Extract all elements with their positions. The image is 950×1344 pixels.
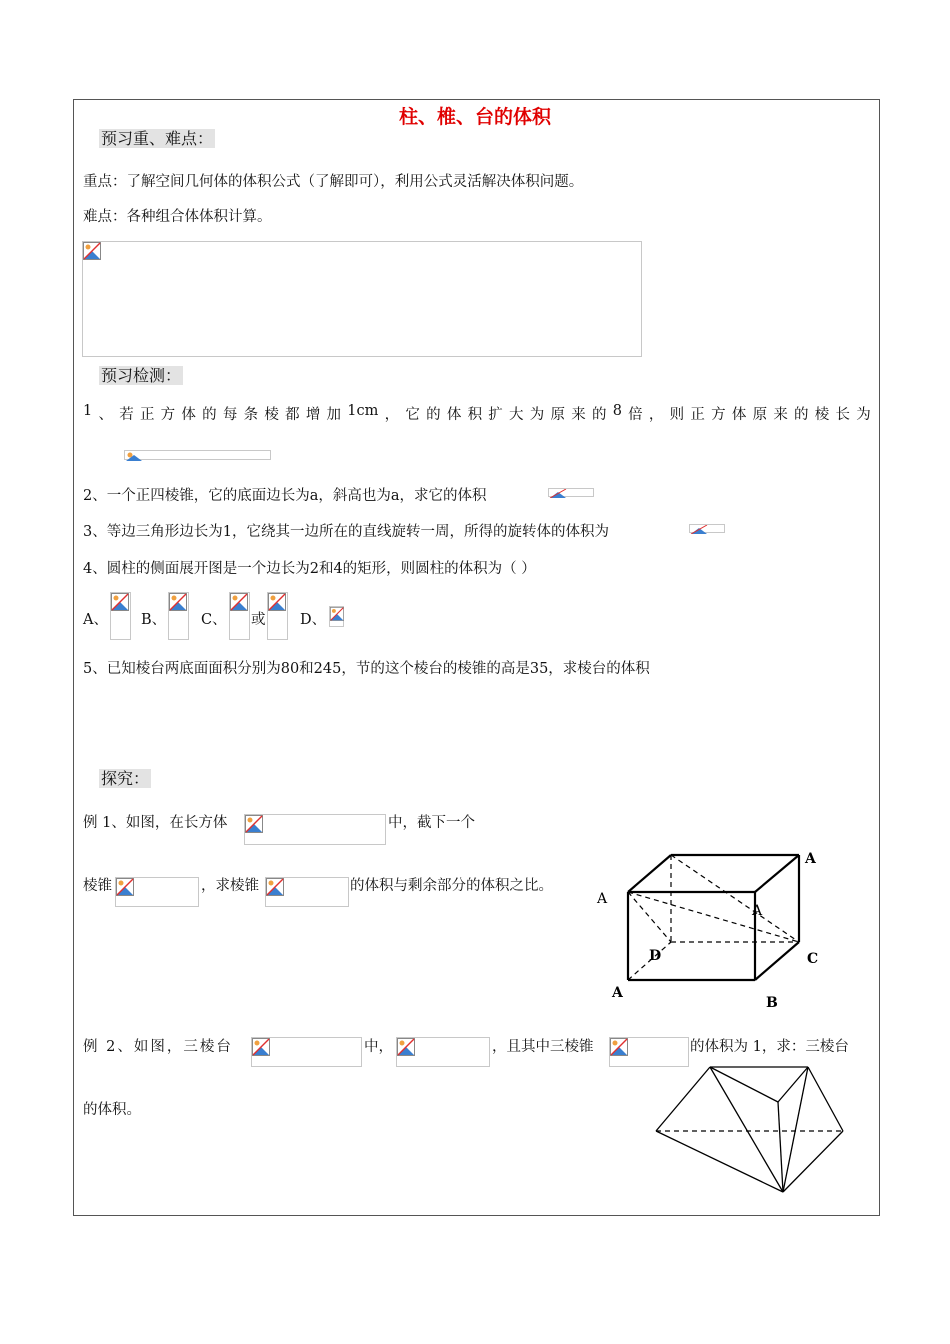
- question-1-char: 1: [83, 403, 93, 419]
- question-1-char: 的: [591, 407, 607, 423]
- question-1-char: 加: [326, 407, 342, 423]
- option-c-image-2: [267, 592, 288, 640]
- question-1-char: 长: [835, 407, 851, 423]
- vertex-label: A: [805, 851, 816, 867]
- formula-image: [244, 814, 386, 845]
- section-label: 探究：: [101, 769, 150, 788]
- broken-image-icon: [549, 489, 567, 498]
- question-1-char: 来: [773, 407, 788, 423]
- formula-image: [396, 1037, 490, 1067]
- question-1-char: 体: [731, 407, 747, 423]
- broken-image-icon: [83, 242, 101, 260]
- example-2-text-a: 例 2、如图，三棱台: [83, 1039, 233, 1055]
- example-1-text-d: ，求棱锥: [201, 878, 259, 894]
- question-1-char: 扩: [488, 407, 503, 423]
- question-1-char: 原: [550, 407, 565, 423]
- broken-image-icon: [252, 1038, 270, 1056]
- question-1-char: 增: [305, 407, 321, 423]
- question-4: 4、圆柱的侧面展开图是一个边长为2和4的矩形，则圆柱的体积为（ ）: [83, 561, 536, 577]
- question-1-char: 若: [119, 407, 134, 423]
- option-or-label: 或: [251, 612, 266, 628]
- section-label: 预习检测：: [101, 366, 182, 385]
- broken-image-icon: [610, 1038, 628, 1056]
- question-1-char: 、: [98, 407, 113, 423]
- broken-image-icon: [111, 593, 129, 611]
- option-b-image: [168, 592, 189, 640]
- option-c-image-1: [229, 592, 250, 640]
- formula-image: [124, 450, 271, 460]
- question-5: 5、已知棱台两底面面积分别为80和245，节的这个棱台的棱锥的高是35，求棱台的体积: [83, 661, 650, 677]
- image-placeholder: [82, 241, 642, 357]
- example-2-text-c: ，且其中三棱锥: [492, 1039, 594, 1055]
- frustum-figure: [650, 1062, 850, 1197]
- question-1-char: 8: [612, 403, 622, 419]
- option-d-image: [329, 606, 344, 627]
- question-1: [83, 403, 871, 424]
- option-b-label: B、: [141, 612, 167, 628]
- formula-image: [265, 877, 349, 907]
- vertex-label: B: [766, 995, 778, 1011]
- example-1-text-b: 中，截下一个: [388, 815, 475, 831]
- example-2-text-b: 中，: [364, 1039, 393, 1055]
- vertex-label: D: [649, 948, 662, 964]
- broken-image-icon: [230, 593, 248, 611]
- question-1-char: 来: [571, 407, 586, 423]
- question-1-char: ，: [384, 407, 400, 423]
- question-1-char: 棱: [814, 407, 830, 423]
- example-2-text-d: 的体积为 1，求：三棱台: [690, 1039, 849, 1055]
- vertex-label: A: [597, 891, 608, 907]
- question-1-char: 条: [243, 407, 259, 423]
- question-1-char: 体: [446, 407, 462, 423]
- question-1-char: 1cm: [347, 403, 379, 419]
- broken-image-icon: [690, 525, 708, 534]
- broken-image-icon: [330, 607, 344, 621]
- question-1-char: 的: [426, 407, 441, 423]
- formula-image: [251, 1037, 362, 1067]
- question-1-char: 为: [529, 407, 545, 423]
- question-1-char: 正: [139, 407, 155, 423]
- broken-image-icon: [268, 593, 286, 611]
- question-3: 3、等边三角形边长为1，它绕其一边所在的直线旋转一周，所得的旋转体的体积为: [83, 524, 609, 540]
- vertex-label: A: [752, 903, 763, 919]
- difficult-point-text: 难点：各种组合体体积计算。: [83, 209, 272, 225]
- broken-image-icon: [397, 1038, 415, 1056]
- question-2: 2、一个正四棱锥，它的底面边长为a，斜高也为a，求它的体积: [83, 488, 487, 504]
- vertex-label: A: [612, 985, 623, 1001]
- page-title: 柱、椎、台的体积: [398, 106, 551, 128]
- question-1-char: 大: [509, 407, 524, 423]
- cuboid-figure: [590, 845, 830, 1015]
- key-point-text: 重点：了解空间几何体的体积公式（了解即可），利用公式灵活解决体积问题。: [83, 174, 584, 190]
- question-1-char: ，: [648, 407, 664, 423]
- formula-image: [115, 877, 199, 907]
- question-1-char: 则: [669, 407, 685, 423]
- question-1-char: 它: [405, 407, 420, 423]
- option-d-label: D、: [300, 612, 327, 628]
- question-1-char: 每: [222, 407, 238, 423]
- example-1-text-e: 的体积与剩余部分的体积之比。: [350, 878, 553, 894]
- question-1-char: 棱: [264, 407, 279, 423]
- broken-image-icon: [169, 593, 187, 611]
- question-1-char: 方: [711, 407, 726, 423]
- question-1-char: 为: [856, 407, 871, 423]
- broken-image-icon: [116, 878, 134, 896]
- formula-image: [548, 488, 594, 497]
- question-1-char: 原: [752, 407, 768, 423]
- option-a-label: A、: [83, 612, 108, 628]
- example-2-text-e: 的体积。: [83, 1102, 141, 1118]
- question-1-char: 都: [285, 407, 300, 423]
- section-preview-key: [83, 126, 215, 149]
- broken-image-icon: [266, 878, 284, 896]
- question-1-char: 的: [202, 407, 217, 423]
- question-1-char: 方: [160, 407, 176, 423]
- vertex-label: C: [807, 951, 819, 967]
- broken-image-icon: [125, 451, 143, 461]
- question-1-char: 正: [690, 407, 705, 423]
- question-1-char: 的: [794, 407, 809, 423]
- section-label: 预习重、难点：: [101, 129, 214, 148]
- section-explore: [83, 766, 151, 789]
- question-1-char: 积: [467, 407, 483, 423]
- option-a-image: [110, 592, 131, 640]
- section-preview-check: [83, 363, 183, 386]
- formula-image: [689, 524, 725, 533]
- broken-image-icon: [245, 815, 263, 833]
- option-c-label: C、: [201, 612, 227, 628]
- example-1-text-a: 例 1、如图，在长方体: [83, 815, 228, 831]
- example-1-text-c: 棱锥: [83, 878, 112, 894]
- question-1-char: 体: [181, 407, 196, 423]
- question-1-char: 倍: [628, 407, 643, 423]
